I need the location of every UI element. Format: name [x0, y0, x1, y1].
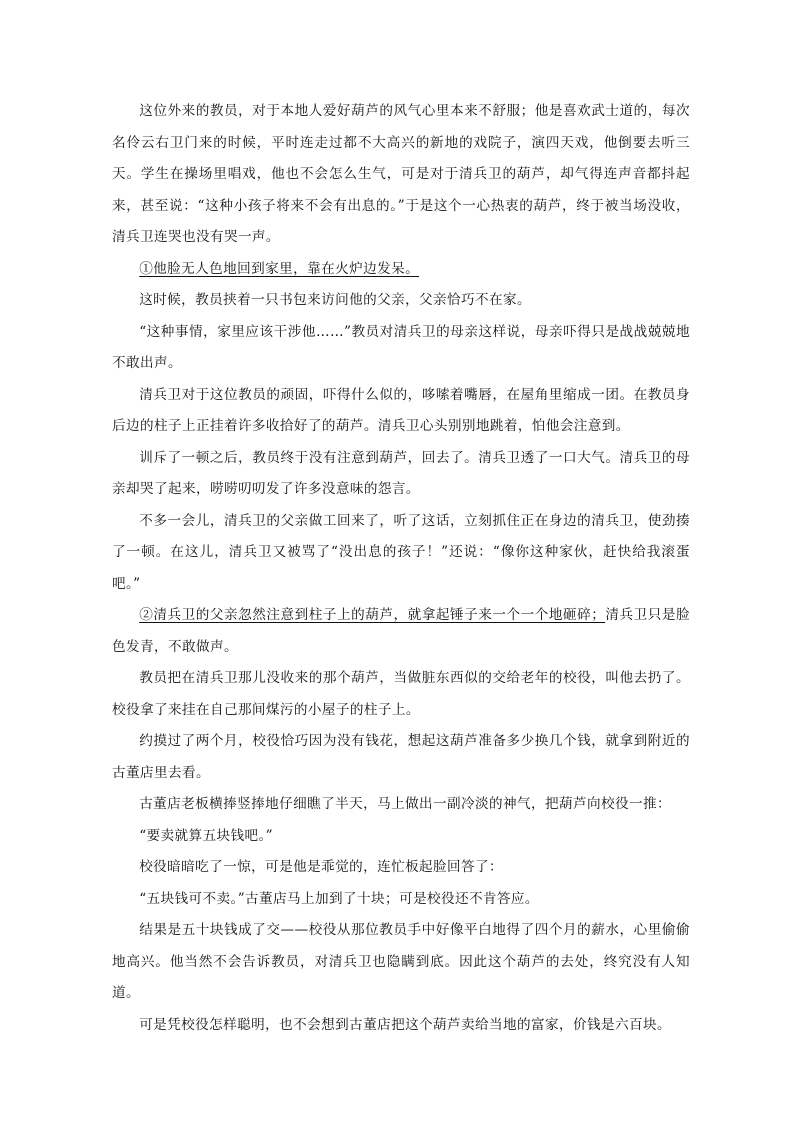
paragraph-12: “要卖就算五块钱吧。” — [139, 827, 274, 844]
paragraph-16: 可是凭校役怎样聪明，也不会想到古董店把这个葫芦卖给当地的富家，价钱是六百块。 — [139, 1016, 671, 1033]
paragraph-9: 教员把在清兵卫那儿没收来的那个葫芦，当做脏东西似的交给老年的校役，叫他去扔了。校役拿了来挂在自己那间煤污的小屋子的柱子上。 — [112, 670, 690, 718]
paragraph-3: 这时候，教员挟着一只书包来访问他的父亲，父亲恰巧不在家。 — [139, 292, 532, 308]
paragraph-5: 清兵卫对于这位教员的顽固，吓得什么似的，哆嗦着嘴唇，在屋角里缩成一团。在教员身后边的柱子上正挂着许多收拾好了的葫芦。清兵卫心头别别地跳着，怕他会注意到。 — [112, 386, 690, 434]
paragraph-13: 校役暗暗吃了一惊，可是他是乖觉的，连忙板起脸回答了： — [139, 859, 504, 875]
paragraph-4: “这种事情，家里应该干涉他……”教员对清兵卫的母亲这样说，母亲吓得只是战战兢兢地不敢出声。 — [112, 323, 690, 371]
underlined-sentence-2: ②清兵卫的父亲忽然注意到柱子上的葫芦，就拿起锤子来一个一个地砸碎； — [139, 607, 606, 623]
underlined-sentence-1: ①他脸无人色地回到家里，靠在火炉边发呆。 — [139, 260, 420, 277]
paragraph-15: 结果是五十块钱成了交——校役从那位教员手中好像平白地得了四个月的薪水，心里偷偷地高兴。他当然不会告诉教员，对清兵卫也隐瞒到底。因此这个葫芦的去处，终究没有人知道。 — [112, 922, 690, 1001]
paragraph-11: 古董店老板横捧竖捧地仔细瞧了半天，马上做出一副冷淡的神气，把葫芦向校役一推： — [139, 796, 671, 812]
paragraph-7: 不多一会儿，清兵卫的父亲做工回来了，听了这话，立刻抓住正在身边的清兵卫，使劲揍了一顿。在这儿，清兵卫又被骂了“没出息的孩子！”还说：“像你这种家伙，赶快给我滚蛋吧。” — [112, 512, 690, 592]
paragraph-1: 这位外来的教员，对于本地人爱好葫芦的风气心里本来不舒服；他是喜欢武士道的，每次名伶云右卫门来的时候，平时连走过都不大高兴的新地的戏院子，演四天戏，他倒要去听三天。学生在操场里唱戏，他也不会怎么生气，可是对于清兵卫的葫芦，却气得连声音都抖起来，甚至说：“这种小孩子将来不会有出息的。”于是这个一心热衷的葫芦，终于被当场没收，清兵卫连哭也没有哭一声。 — [112, 103, 690, 245]
paragraph-6: 训斥了一顿之后，教员终于没有注意到葫芦，回去了。清兵卫透了一口大气。清兵卫的母亲却哭了起来，唠唠叨叨发了许多没意味的怨言。 — [112, 449, 690, 497]
paragraph-2-underlined-sentence-1 — [112, 254, 690, 286]
paragraph-14: “五块钱可不卖。”古董店马上加到了十块；可是校役还不肯答应。 — [139, 890, 539, 907]
paragraph-8-underlined-sentence-2 — [112, 600, 690, 663]
paragraph-10: 约摸过了两个月，校役恰巧因为没有钱花，想起这葫芦准备多少换几个钱，就拿到附近的古董店里去看。 — [112, 733, 690, 781]
story-text — [112, 96, 690, 1041]
paragraph-8-rest: 清兵卫只是脸色发青，不敢做声。 — [112, 607, 690, 655]
